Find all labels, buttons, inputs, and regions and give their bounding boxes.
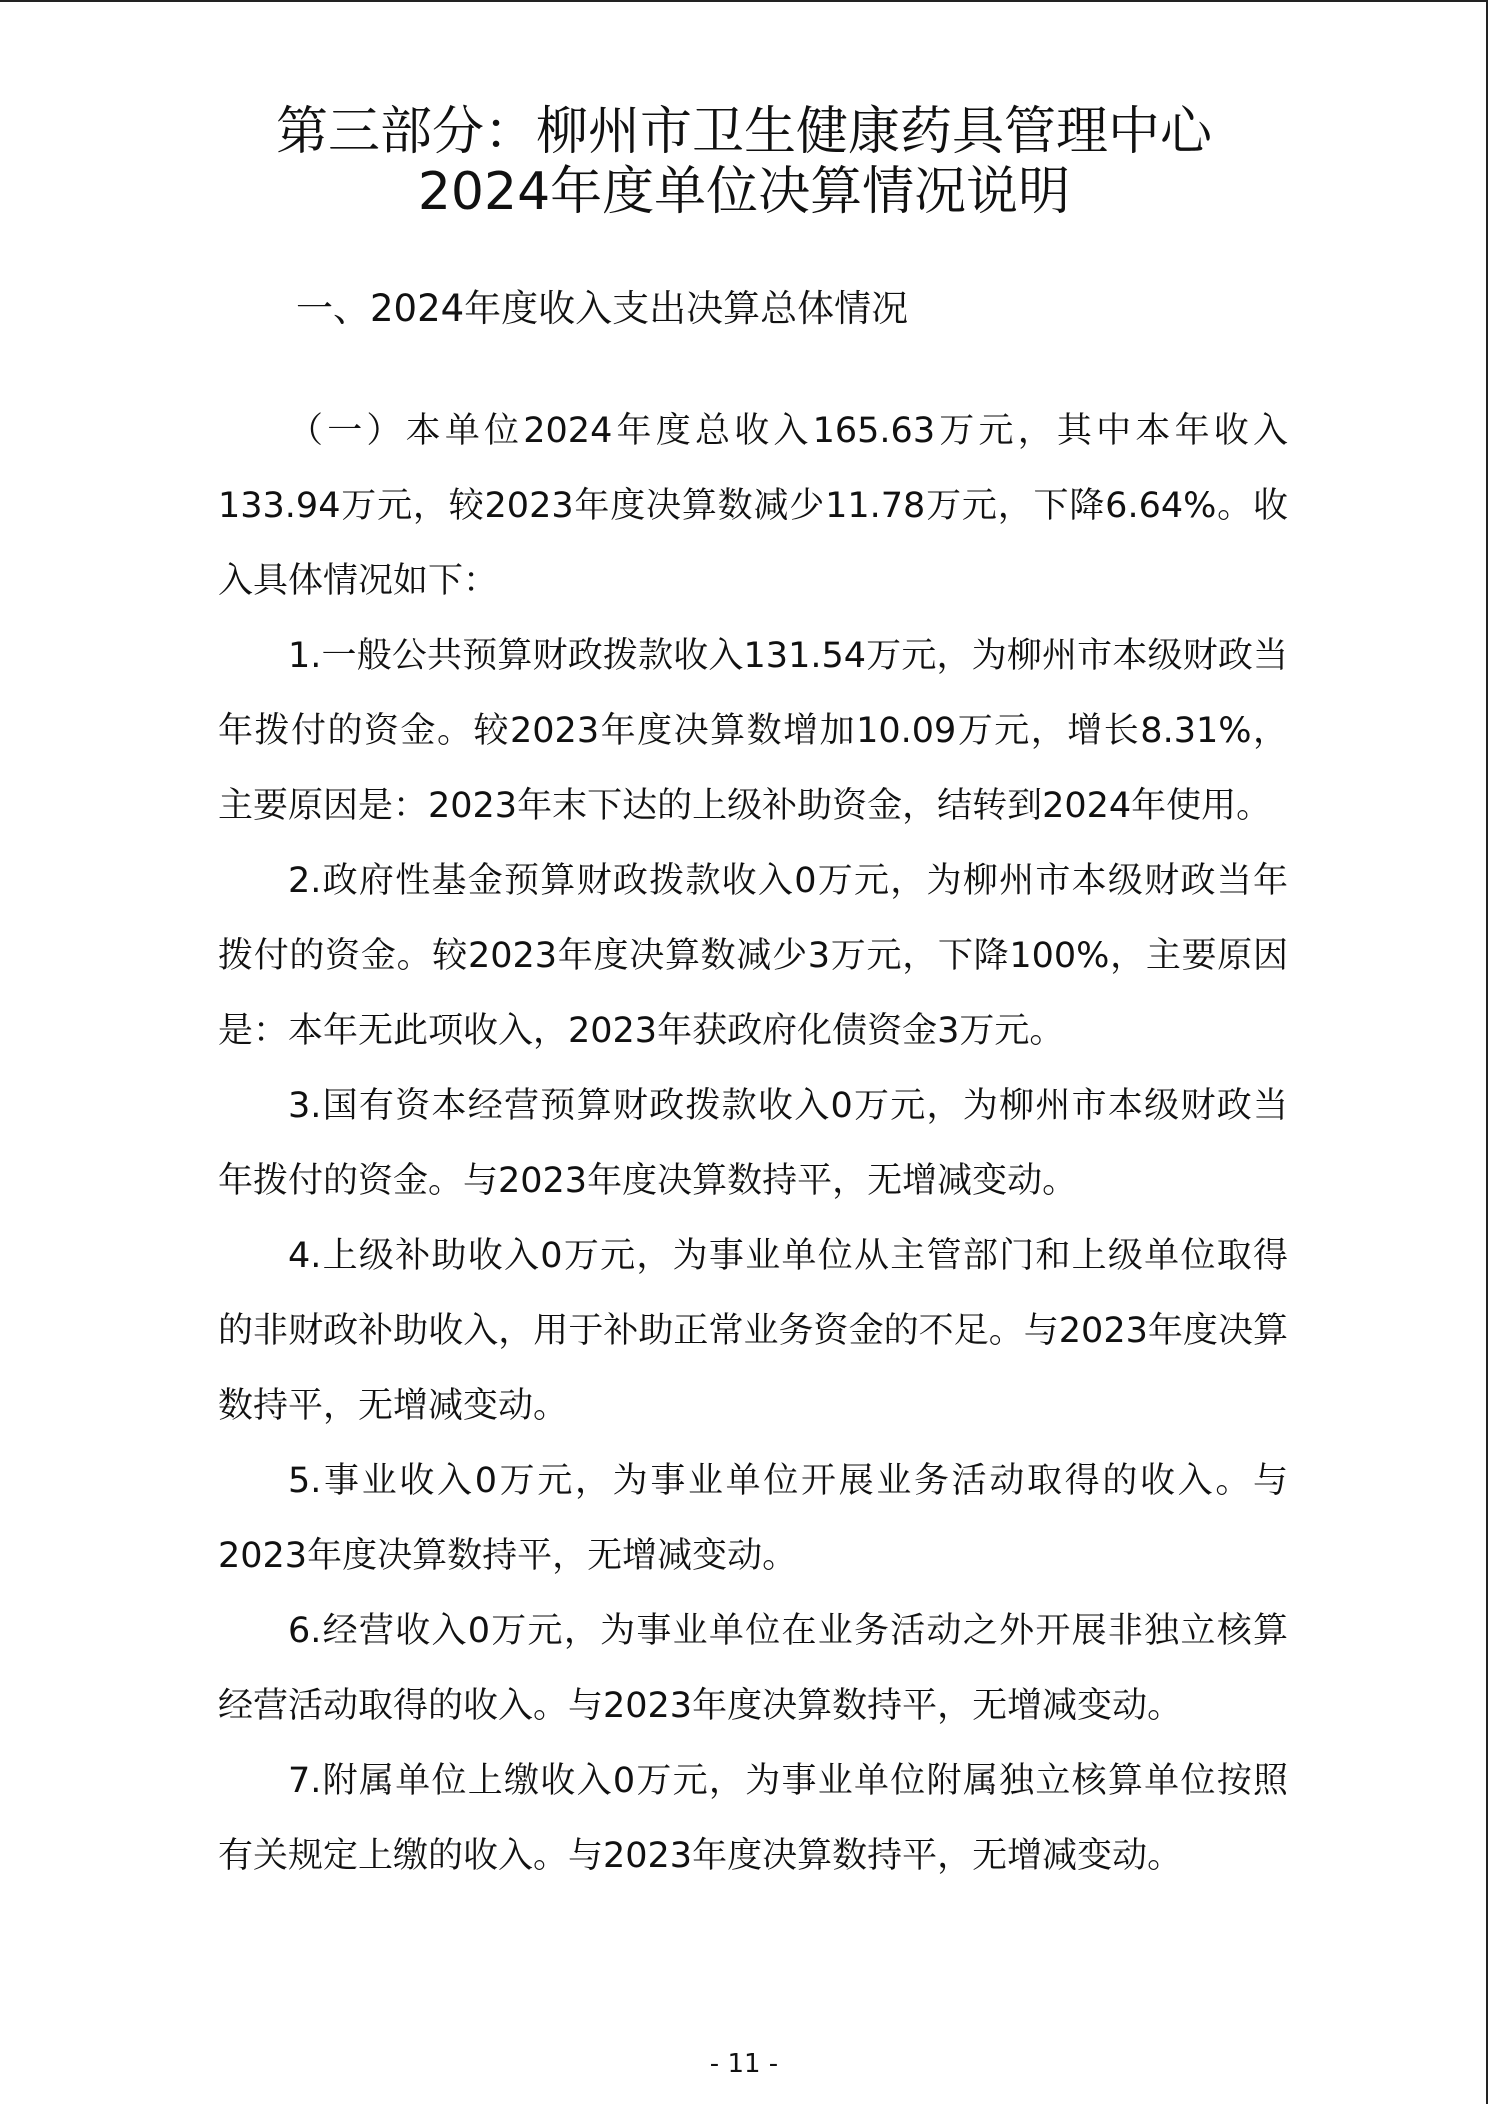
paragraph-general-budget-income: 1.一般公共预算财政拨款收入131.54万元，为柳州市本级财政当年拨付的资金。较2023年度决算数增加10.09万元，增长8.31%，主要原因是：2023年末下达的上级补助资金，结转到2024年使用。: [218, 636, 1288, 826]
paragraph-government-fund-income: 2.政府性基金预算财政拨款收入0万元，为柳州市本级财政当年拨付的资金。较2023年度决算数减少3万元，下降100%，主要原因是：本年无此项收入，2023年获政府化债资金3万元。: [218, 861, 1288, 1051]
section-heading: 一、2024年度收入支出决算总体情况: [296, 287, 909, 330]
title-line-2: 2024年度单位决算情况说明: [417, 162, 1071, 222]
paragraph-state-capital-income: 3.国有资本经营预算财政拨款收入0万元，为柳州市本级财政当年拨付的资金。与2023年度决算数持平，无增减变动。: [218, 1086, 1288, 1201]
paragraph-operating-income: 6.经营收入0万元，为事业单位在业务活动之外开展非独立核算经营活动取得的收入。与2023年度决算数持平，无增减变动。: [218, 1611, 1288, 1726]
title-line-1: 第三部分：柳州市卫生健康药具管理中心: [275, 102, 1212, 162]
body-text: [218, 394, 1288, 1894]
paragraph-affiliated-unit-income: 7.附属单位上缴收入0万元，为事业单位附属独立核算单位按照有关规定上缴的收入。与2023年度决算数持平，无增减变动。: [218, 1761, 1288, 1876]
page-title: [0, 102, 1488, 222]
paragraph-total-income: （一）本单位2024年度总收入165.63万元，其中本年收入133.94万元，较2023年度决算数减少11.78万元，下降6.64%。收入具体情况如下：: [218, 411, 1288, 601]
paragraph-superior-subsidy-income: 4.上级补助收入0万元，为事业单位从主管部门和上级单位取得的非财政补助收入，用于补助正常业务资金的不足。与2023年度决算数持平，无增减变动。: [218, 1236, 1288, 1426]
page-number: - 11 -: [709, 2049, 779, 2079]
paragraph-business-income: 5.事业收入0万元，为事业单位开展业务活动取得的收入。与2023年度决算数持平，无增减变动。: [218, 1461, 1288, 1576]
